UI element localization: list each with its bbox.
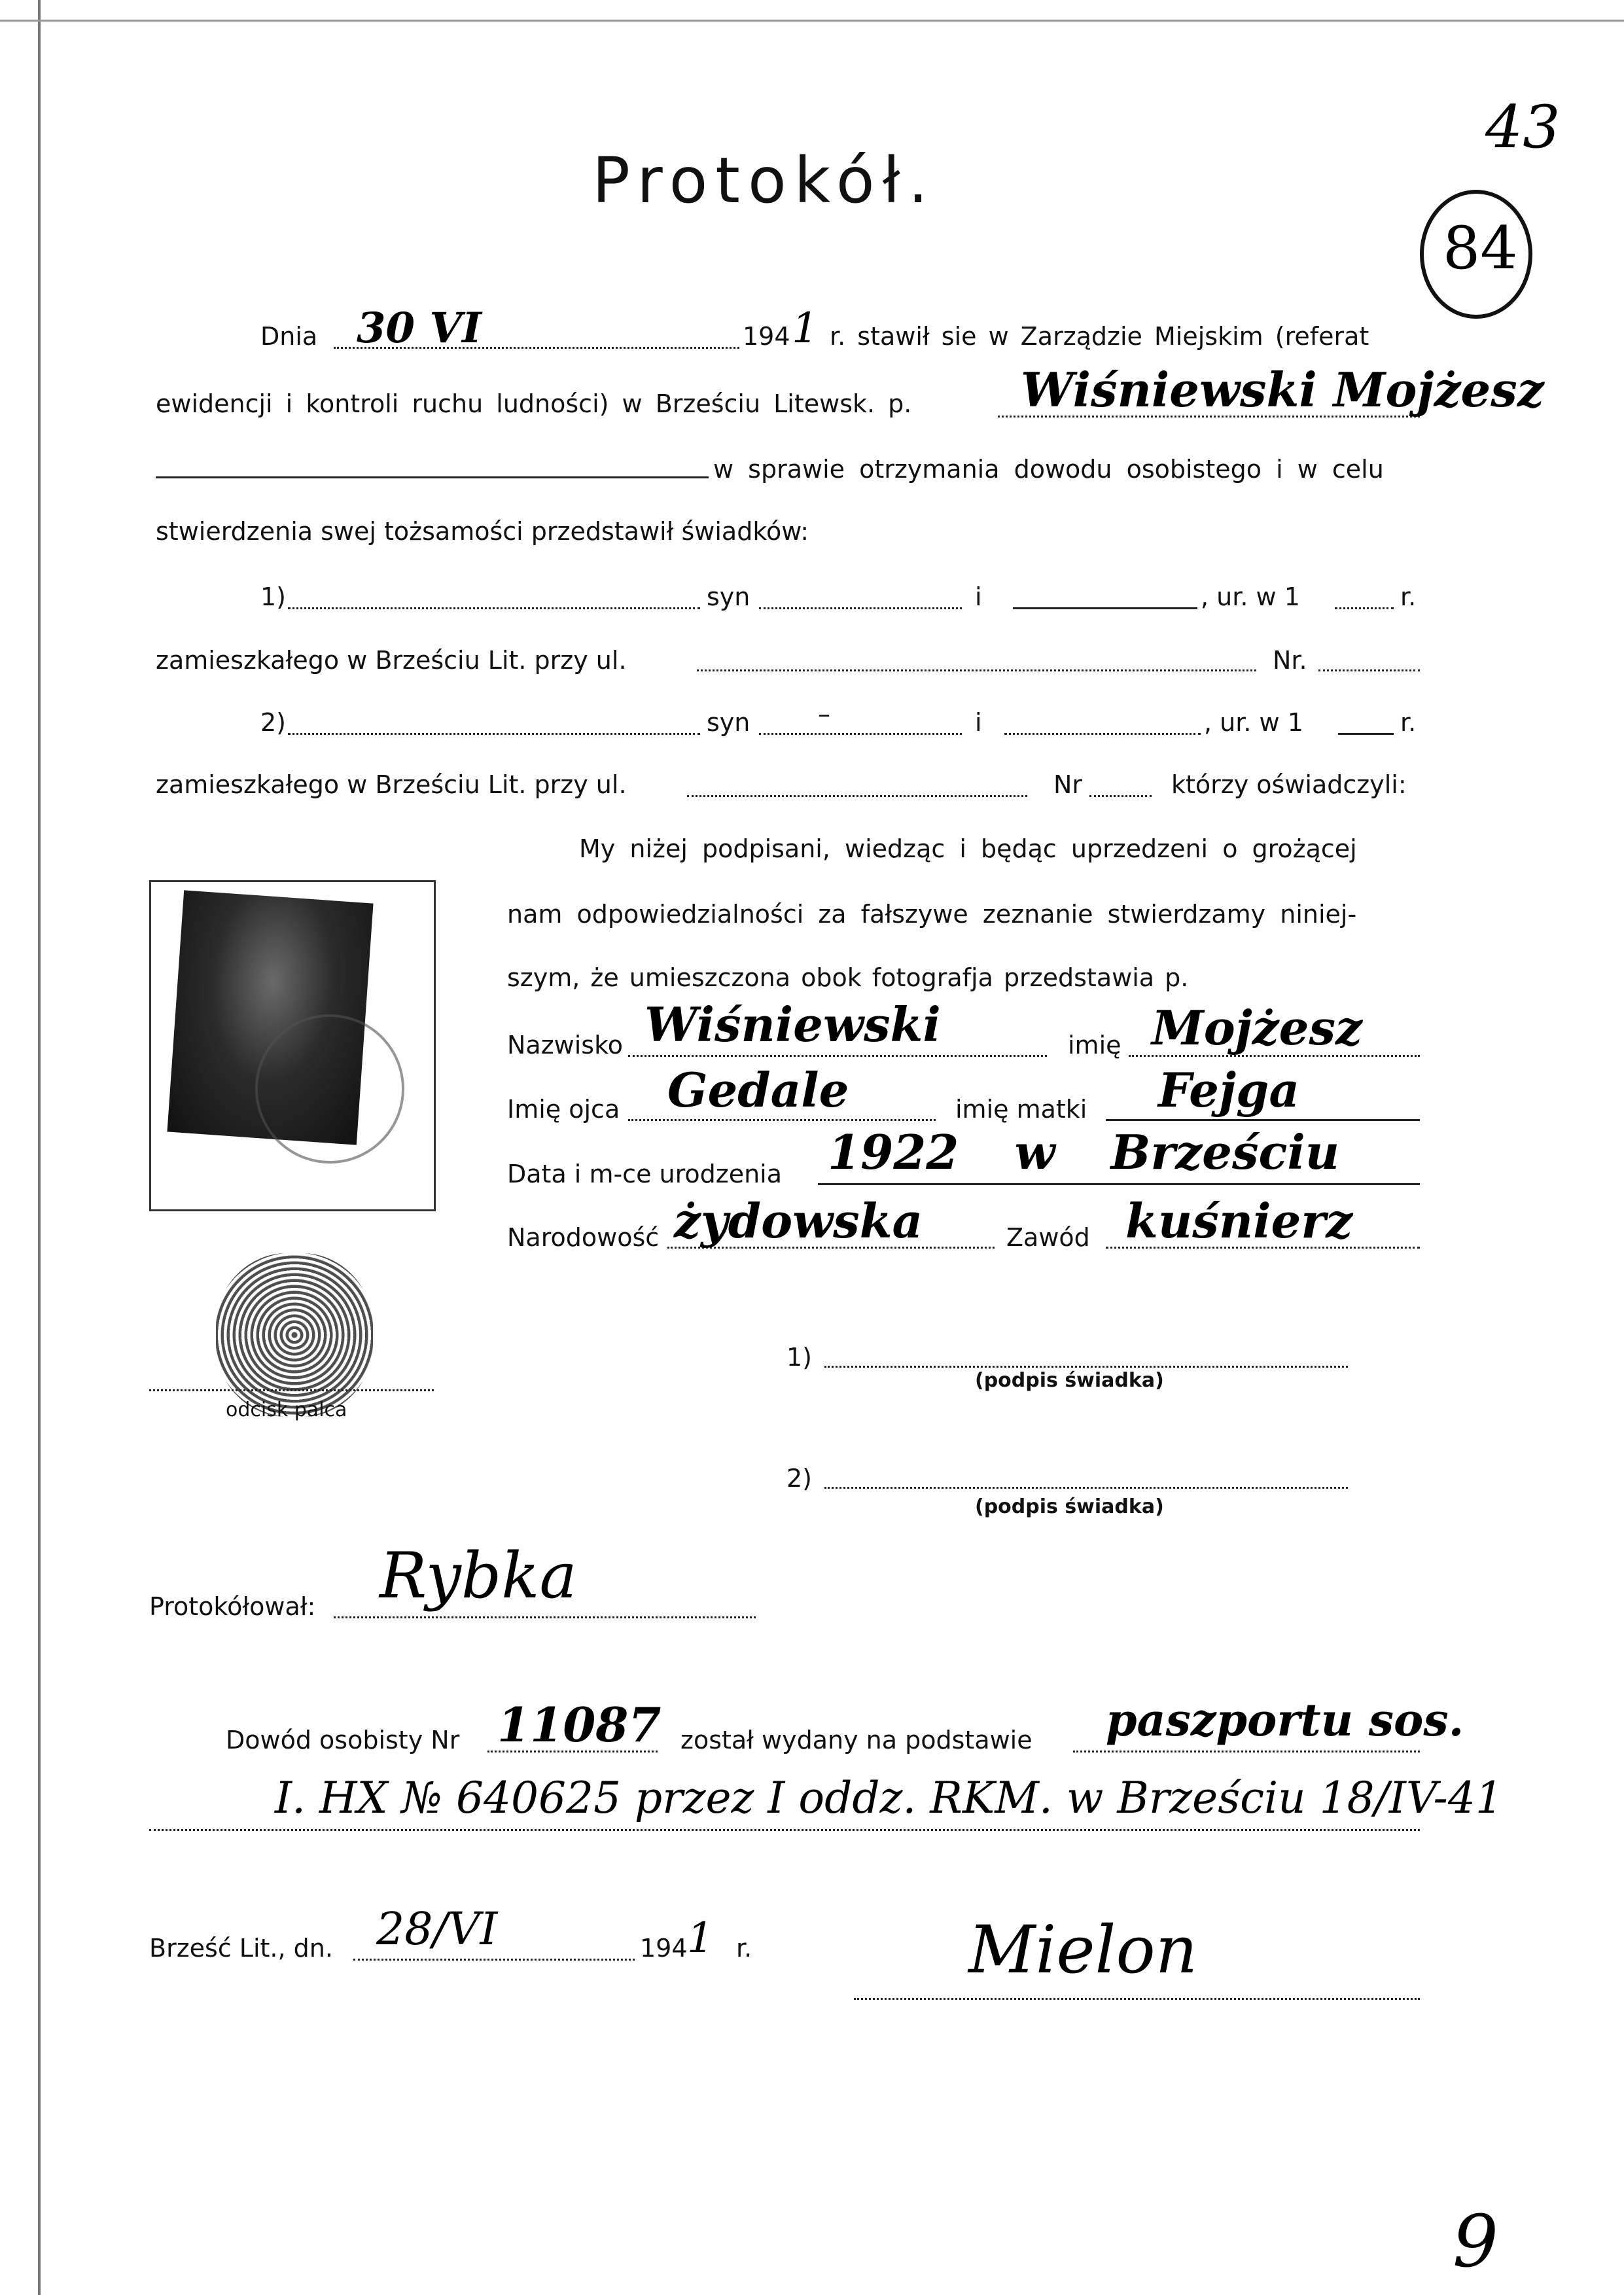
person-name: Wiśniewski Mojżesz (1021, 362, 1544, 418)
intro-line1: r. stawił sie w Zarządzie Miejskim (referat (830, 322, 1369, 351)
imie-matki-value: Fejga (1158, 1062, 1300, 1118)
dowod-basis-line-1 (1073, 1751, 1420, 1752)
protokolowal-line (334, 1616, 756, 1618)
witness-2-syn-value: – (818, 700, 830, 728)
fingerprint-caption: odcisk palca (226, 1398, 347, 1421)
imie-value: Mojżesz (1152, 1000, 1362, 1056)
witness-2-syn: syn (707, 708, 750, 737)
signature-2-line (824, 1487, 1348, 1489)
footer-r: r. (736, 1934, 752, 1963)
witness-1-nr: Nr. (1273, 646, 1307, 675)
signature-1-caption: (podpis świadka) (975, 1369, 1164, 1392)
declaration-line-2: nam odpowiedzialności za fałszywe zeznanie stwierdzamy niniej- (507, 900, 1357, 929)
nazwisko-line (628, 1055, 1047, 1057)
dnia-value: 30 VI (357, 304, 482, 353)
witness-2-nr: Nr (1053, 770, 1083, 799)
zawod-label: Zawód (1006, 1223, 1090, 1252)
imie-matki-label: imię matki (955, 1095, 1087, 1124)
witness-1-syn: syn (707, 582, 750, 611)
dowod-basis-1: paszportu sos. (1106, 1694, 1464, 1747)
year-value: 1 (792, 304, 819, 353)
dowod-number: 11087 (497, 1697, 662, 1752)
witness-2-ur: , ur. w 1 (1204, 708, 1303, 737)
witness-2-syn-line (759, 733, 962, 735)
witness-1-name-line (288, 607, 700, 609)
witness-1-syn-line (759, 607, 962, 609)
witness-2-i: i (975, 708, 982, 737)
nazwisko-label: Nazwisko (507, 1031, 623, 1059)
place-label: Brześć Lit., dn. (149, 1934, 333, 1963)
witness-2-r: r. (1400, 708, 1417, 737)
intro-line3: w sprawie otrzymania dowodu osobistego i w celu (713, 455, 1384, 484)
witness-2-i-line (1004, 733, 1201, 735)
witness-1-address-label: zamieszkałego w Brześciu Lit. przy ul. (156, 646, 627, 675)
protokolowal-label: Protokółował: (149, 1592, 316, 1621)
narodowosc-label: Narodowość (507, 1223, 660, 1252)
circled-number: 84 (1443, 214, 1518, 283)
document-title: Protokół. (592, 144, 936, 217)
witness-1-number: 1) (260, 582, 287, 611)
archive-number: 43 (1485, 93, 1561, 162)
witness-2-tail: którzy oświadczyli: (1171, 770, 1407, 799)
footer-year-prefix: 194 (640, 1934, 688, 1963)
footer-year-value: 1 (687, 1914, 714, 1963)
witness-2-name-line (288, 733, 700, 735)
dowod-mid: został wydany na podstawie (680, 1726, 1033, 1754)
data-label: Data i m-ce urodzenia (507, 1160, 783, 1188)
dnia-label: Dnia (260, 322, 318, 351)
signature-1-number: 1) (786, 1343, 813, 1372)
signature-2-number: 2) (786, 1464, 813, 1493)
signature-2-caption: (podpis świadka) (975, 1495, 1164, 1518)
witness-1-year-line (1335, 607, 1394, 609)
dowod-basis-2: I. HX № 640625 przez I oddz. RKM. w Brześciu 18/IV-41 (275, 1773, 1503, 1823)
imie-ojca-value: Gedale (667, 1062, 849, 1118)
data-line (818, 1183, 1420, 1185)
imie-matki-line (1106, 1119, 1420, 1121)
witness-1-i-line (1013, 607, 1197, 609)
intro-line2: ewidencji i kontroli ruchu ludności) w Brześciu Litewsk. p. (156, 389, 912, 418)
witness-1-ur: , ur. w 1 (1201, 582, 1300, 611)
date-line (353, 1959, 635, 1961)
dowod-label: Dowód osobisty Nr (226, 1726, 460, 1754)
imie-ojca-line (628, 1119, 936, 1121)
witness-2-address-label: zamieszkałego w Brześciu Lit. przy ul. (156, 770, 627, 799)
witness-1-address-line (697, 669, 1256, 671)
witness-2-address-line (687, 795, 1027, 797)
data-value: 1922 w Brześciu (828, 1124, 1340, 1180)
protokolowal-signature: Rybka (380, 1539, 577, 1612)
year-prefix: 194 (743, 322, 790, 351)
witness-1-i: i (975, 582, 982, 611)
imie-ojca-label: Imię ojca (507, 1095, 620, 1124)
witness-1-r: r. (1400, 582, 1417, 611)
declaration-line-3: szym, że umieszczona obok fotografja przedstawia p. (507, 963, 1189, 992)
intro-line4: stwierdzenia swej tożsamości przedstawił świadków: (156, 517, 809, 546)
official-signature-line (854, 1998, 1420, 2000)
narodowosc-value: żydowska (674, 1193, 923, 1249)
witness-2-number: 2) (260, 708, 287, 737)
fingerprint (216, 1253, 373, 1417)
dowod-basis-line-2 (149, 1829, 1420, 1831)
fingerprint-line (149, 1389, 434, 1391)
imie-label: imię (1068, 1031, 1121, 1059)
witness-1-nr-line (1318, 669, 1420, 671)
scan-edge-top (0, 20, 1624, 22)
date-value: 28/VI (376, 1904, 498, 1955)
witness-2-year-line (1338, 733, 1394, 735)
nazwisko-value: Wiśniewski (644, 997, 941, 1052)
zawod-value: kuśnierz (1125, 1193, 1353, 1249)
blank-line (156, 476, 709, 478)
witness-2-nr-line (1089, 795, 1152, 797)
page-number: 9 (1453, 2199, 1498, 2283)
scan-edge-left (38, 0, 41, 2295)
official-signature: Mielon (968, 1912, 1198, 1988)
declaration-line-1: My niżej podpisani, wiedząc i będąc uprzedzeni o grożącej (579, 834, 1357, 863)
signature-1-line (824, 1366, 1348, 1368)
